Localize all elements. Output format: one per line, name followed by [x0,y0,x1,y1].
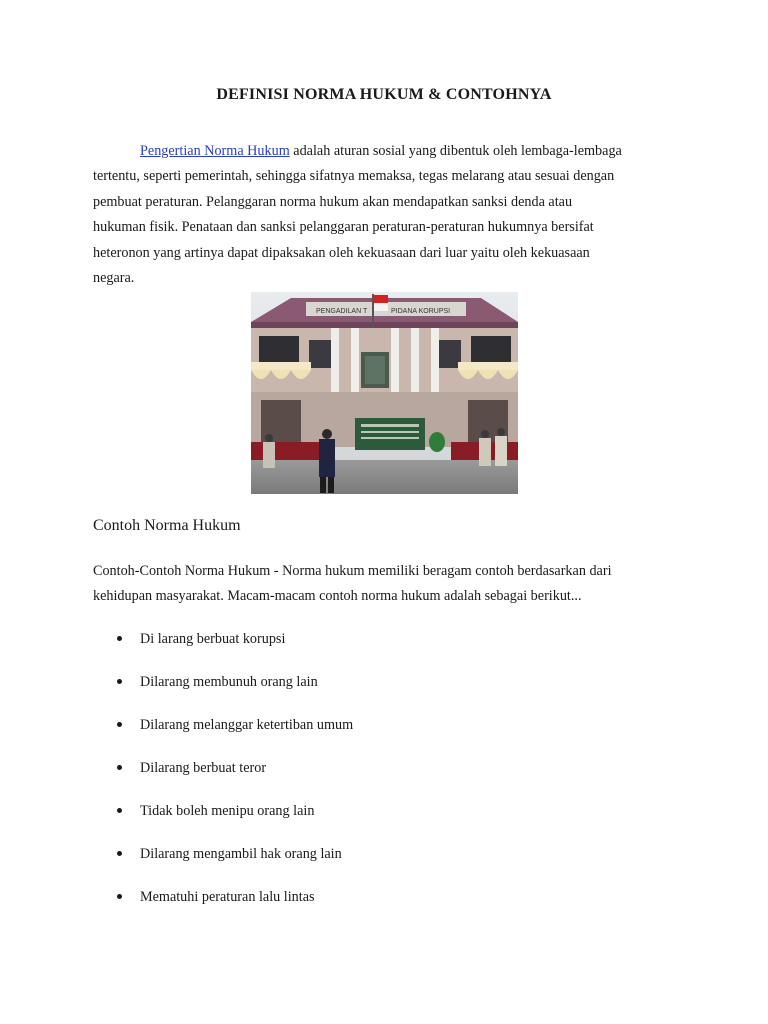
intro-line-1-text: adalah aturan sosial yang dibentuk oleh lembaga-lembaga [289,143,622,159]
bullet-icon [117,679,122,684]
list-item [93,670,683,713]
section-heading: Contoh Norma Hukum [93,517,241,534]
intro-line: negara. [93,270,135,287]
list-item-text: Dilarang membunuh orang lain [140,674,318,690]
list-item [93,885,683,928]
intro-line-1 [93,139,683,164]
court-building-photo [251,292,518,494]
section-paragraph [93,559,683,610]
bullet-icon [117,722,122,727]
bullet-icon [117,851,122,856]
bullet-icon [117,765,122,770]
definition-link[interactable]: Pengertian Norma Hukum [140,143,290,159]
building-sign-left: PENGADILAN T [316,308,368,315]
bullet-icon [117,636,122,641]
list-item-text: Dilarang melanggar ketertiban umum [140,717,354,733]
intro-line: heteronon yang artinya dapat dipaksakan oleh kekuasaan dari luar yaitu oleh kekuasaan [93,244,590,261]
list-item-text: Mematuhi peraturan lalu lintas [140,889,315,905]
document-title: DEFINISI NORMA HUKUM & CONTOHNYA [216,86,552,103]
bullet-icon [117,808,122,813]
list-item [93,713,683,756]
list-item [93,842,683,885]
list-item [93,756,683,799]
building-sign-right: PIDANA KORUPSI [391,308,451,315]
bullet-icon [117,894,122,899]
intro-line: pembuat peraturan. Pelanggaran norma hukum akan mendapatkan sanksi denda atau [93,193,573,210]
intro-line: hukuman fisik. Penataan dan sanksi pelanggaran peraturan-peraturan hukumnya bersifat [93,219,594,236]
list-item-text: Di larang berbuat korupsi [140,631,286,647]
section-line: kehidupan masyarakat. Macam-macam contoh norma hukum adalah sebagai berikut... [93,588,582,605]
list-item [93,799,683,842]
list-item-text: Dilarang berbuat teror [140,760,267,776]
intro-paragraph [93,139,683,291]
examples-list [93,627,683,928]
intro-line: tertentu, seperti pemerintah, sehingga sifatnya memaksa, tegas melarang atau sesuai dengan [93,168,615,185]
section-line: Contoh-Contoh Norma Hukum - Norma hukum memiliki beragam contoh berdasarkan dari [93,563,612,579]
list-item-text: Dilarang mengambil hak orang lain [140,846,342,862]
list-item [93,627,683,670]
list-item-text: Tidak boleh menipu orang lain [140,803,315,819]
